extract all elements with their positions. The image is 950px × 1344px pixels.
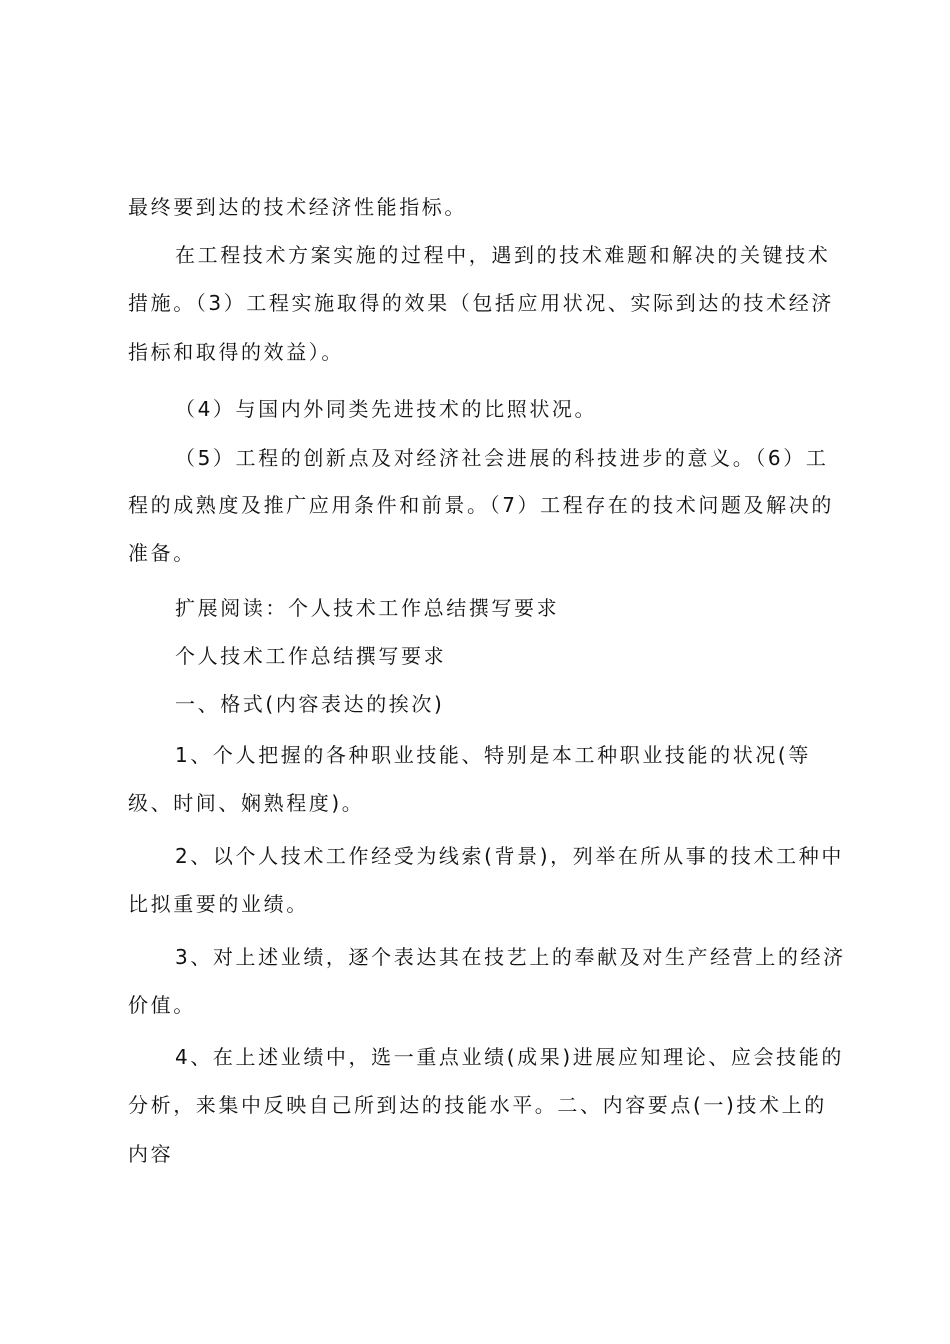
text-line: 最终要到达的技术经济性能指标。 — [128, 195, 467, 219]
text-line: 3、对上述业绩，逐个表达其在技艺上的奉献及对生产经营上的经济 — [175, 945, 846, 969]
text-line: 指标和取得的效益）。 — [128, 340, 344, 364]
text-line: 级、时间、娴熟程度)。 — [128, 791, 365, 815]
text-line: 2、以个人技术工作经受为线索(背景)，列举在所从事的技术工种中 — [175, 844, 844, 868]
text-line: 价值。 — [128, 993, 196, 1017]
text-line: 分析，来集中反映自己所到达的技能水平。二、内容要点(一)技术上的 — [128, 1093, 827, 1117]
text-line: 内容 — [128, 1142, 174, 1166]
text-line: 扩展阅读：个人技术工作总结撰写要求 — [175, 596, 560, 620]
text-line: 准备。 — [128, 541, 196, 565]
text-line: 4、在上述业绩中，选一重点业绩(成果)进展应知理论、应会技能的 — [175, 1045, 844, 1069]
text-line: 1、个人把握的各种职业技能、特别是本工种职业技能的状况(等 — [175, 743, 811, 767]
text-line: 措施。（3）工程实施取得的效果（包括应用状况、实际到达的技术经济 — [128, 291, 834, 315]
text-line: 一、格式(内容表达的挨次) — [175, 692, 445, 716]
text-line: 程的成熟度及推广应用条件和前景。（7）工程存在的技术问题及解决的 — [128, 493, 834, 517]
text-line: （4）与国内外同类先进技术的比照状况。 — [175, 397, 598, 421]
text-line: （5）工程的创新点及对经济社会进展的科技进步的意义。（6）工 — [175, 446, 829, 470]
text-line: 个人技术工作总结撰写要求 — [175, 644, 447, 668]
text-line: 比拟重要的业绩。 — [128, 892, 309, 916]
text-line: 在工程技术方案实施的过程中，遇到的技术难题和解决的关键技术 — [175, 243, 831, 267]
